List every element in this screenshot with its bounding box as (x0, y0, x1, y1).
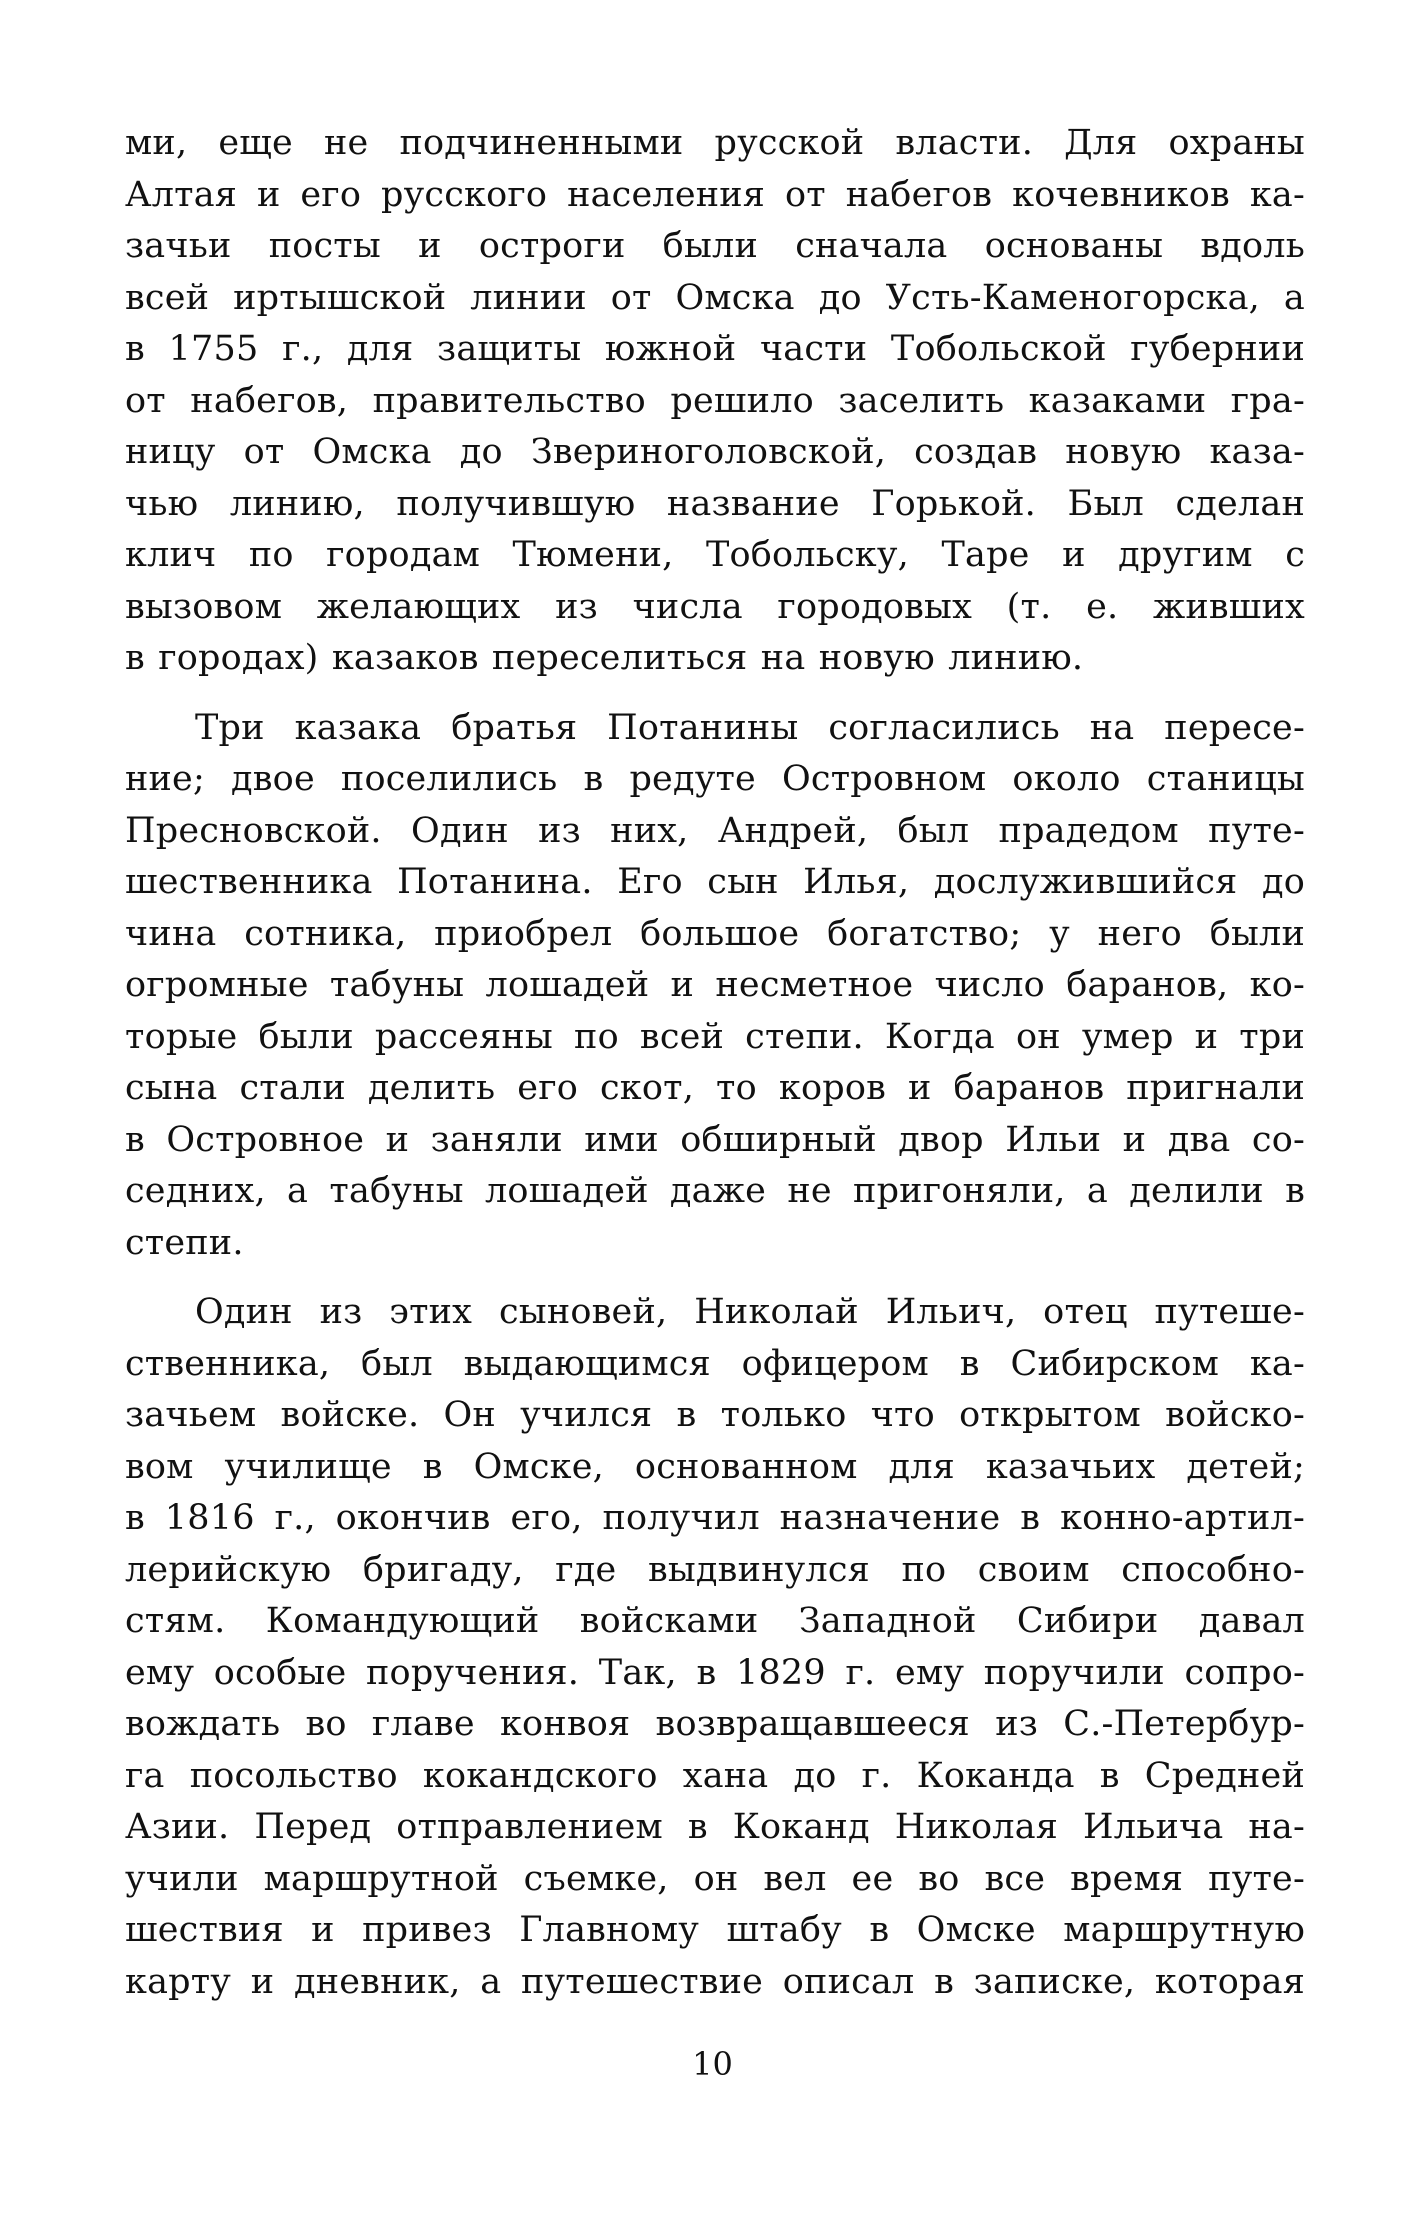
paragraph-3 (125, 1287, 1305, 2008)
text-line: вызовом желающих из числа городовых (т. е. живших (125, 586, 1305, 627)
text-line: вом училище в Омске, основанном для казачьих детей; (125, 1446, 1305, 1487)
text-line: лерийскую бригаду, где выдвинулся по своим способно- (125, 1549, 1305, 1590)
text-line: ние; двое поселились в редуте Островном около станицы (125, 759, 1305, 799)
text-line: Азии. Перед отправлением в Коканд Николая Ильича на- (125, 1807, 1305, 1847)
text-line: ми, еще не подчиненными русской власти. Для охраны (125, 123, 1305, 163)
text-line: в городах) казаков переселиться на новую линию. (125, 638, 1084, 678)
text-line: клич по городам Тюмени, Тобольску, Таре и другим с (125, 535, 1305, 575)
text-line: торые были рассеяны по всей степи. Когда он умер и три (125, 1016, 1305, 1057)
text-line: огромные табуны лошадей и несметное число баранов, ко- (125, 965, 1305, 1005)
page-number: 10 (692, 2045, 733, 2083)
text-line: карту и дневник, а путешествие описал в записке, которая (125, 1961, 1305, 2002)
body-text (125, 118, 1305, 2008)
text-line: седних, а табуны лошадей даже не пригоняли, а делили в (125, 1171, 1305, 1211)
text-line: сына стали делить его скот, то коров и баранов пригнали (125, 1068, 1305, 1108)
text-line: га посольство кокандского хана до г. Коканда в Средней (125, 1755, 1305, 1796)
text-line: Один из этих сыновей, Николай Ильич, отец путеше- (195, 1292, 1305, 1332)
text-line: Алтая и его русского населения от набегов кочевников ка- (125, 174, 1305, 215)
text-line: в 1755 г., для защиты южной части Тобольской губернии (125, 329, 1305, 369)
text-line: ницу от Омска до Звериноголовской, создав новую каза- (125, 432, 1305, 472)
text-line: степи. (125, 1222, 244, 1263)
text-line: Пресновской. Один из них, Андрей, был прадедом путе- (125, 810, 1305, 851)
text-line: зачьи посты и остроги были сначала основаны вдоль (125, 226, 1305, 266)
paragraph-2 (125, 703, 1305, 1270)
text-line: учили маршрутной съемке, он вел ее во все время путе- (125, 1858, 1305, 1899)
text-line: чью линию, получившую название Горькой. Был сделан (125, 483, 1305, 524)
text-line: зачьем войске. Он учился в только что открытом войско- (125, 1395, 1305, 1435)
text-line: ственника, был выдающимся офицером в Сибирском ка- (125, 1343, 1305, 1384)
text-line: шествия и привез Главному штабу в Омске маршрутную (125, 1910, 1305, 1950)
text-line: Три казака братья Потанины согласились на пересе- (195, 707, 1305, 748)
text-line: в 1816 г., окончив его, получил назначение в конно-артил- (125, 1498, 1305, 1538)
text-line: вождать во главе конвоя возвращавшееся из С.-Петербур- (125, 1704, 1305, 1744)
paragraph-1 (125, 118, 1305, 685)
text-line: всей иртышской линии от Омска до Усть-Каменогорска, а (125, 277, 1305, 318)
text-line: от набегов, правительство решило заселить казаками гра- (125, 380, 1305, 421)
text-line: чина сотника, приобрел большое богатство; у него были (125, 913, 1305, 954)
text-line: в Островное и заняли ими обширный двор Ильи и два со- (125, 1119, 1305, 1160)
text-line: шественника Потанина. Его сын Илья, дослужившийся до (125, 862, 1305, 902)
text-line: стям. Командующий войсками Западной Сибири давал (125, 1601, 1305, 1641)
text-line: ему особые поручения. Так, в 1829 г. ему поручили сопро- (125, 1652, 1305, 1693)
